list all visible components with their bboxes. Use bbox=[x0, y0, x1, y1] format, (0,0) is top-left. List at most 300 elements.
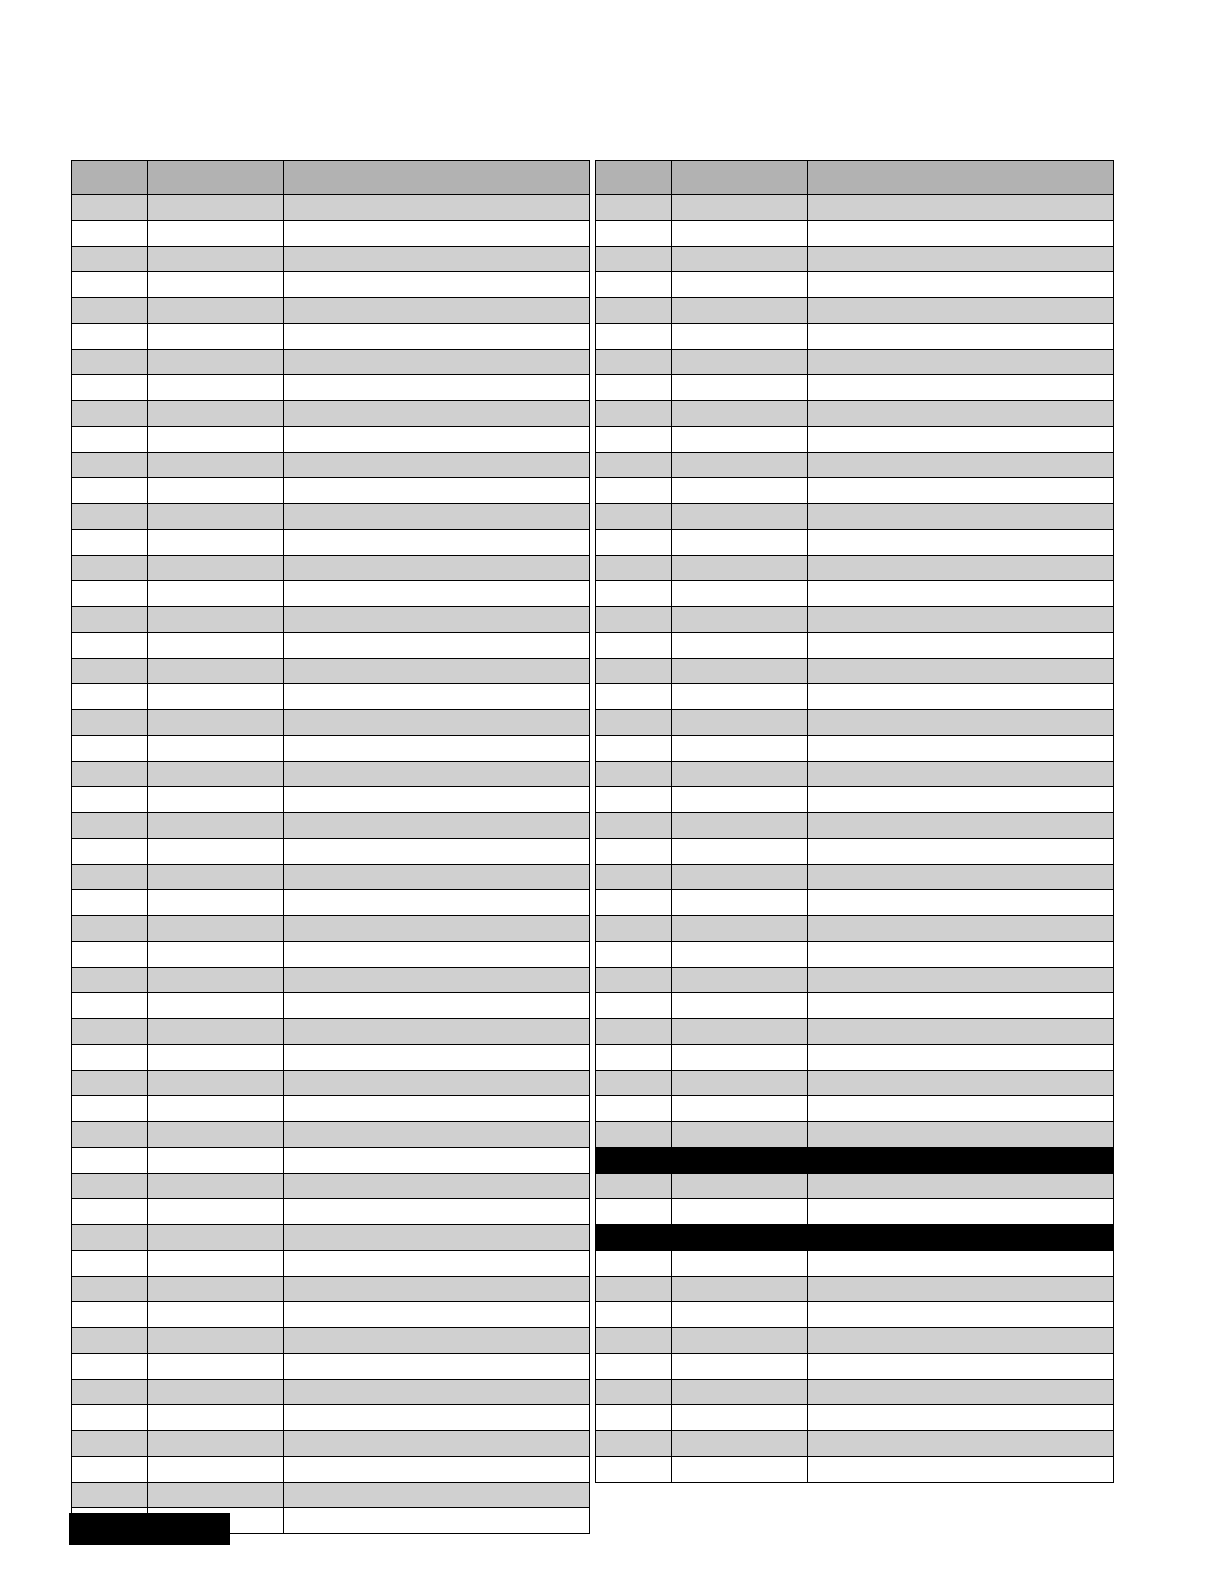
table-cell bbox=[672, 298, 808, 324]
table-row bbox=[72, 967, 590, 993]
table-cell bbox=[672, 1353, 808, 1379]
table-cell bbox=[148, 1225, 284, 1251]
table-cell bbox=[148, 529, 284, 555]
table-row bbox=[72, 220, 590, 246]
table-cell bbox=[672, 1431, 808, 1457]
table-cell bbox=[284, 220, 590, 246]
table-row bbox=[596, 426, 1114, 452]
table-cell bbox=[672, 1173, 808, 1199]
table-row bbox=[596, 504, 1114, 530]
table-cell bbox=[284, 529, 590, 555]
table-cell bbox=[672, 838, 808, 864]
table-cell bbox=[672, 710, 808, 736]
table-cell bbox=[284, 916, 590, 942]
table-row bbox=[596, 220, 1114, 246]
table-cell bbox=[808, 555, 1114, 581]
table-cell bbox=[72, 607, 148, 633]
right-table bbox=[595, 160, 1114, 1483]
table-cell bbox=[72, 581, 148, 607]
table-cell bbox=[808, 298, 1114, 324]
table-cell bbox=[596, 1250, 672, 1276]
table-row bbox=[72, 1070, 590, 1096]
table-row bbox=[596, 1328, 1114, 1354]
header-row bbox=[72, 161, 590, 195]
table-cell bbox=[284, 941, 590, 967]
table-cell bbox=[148, 298, 284, 324]
table-cell bbox=[672, 581, 808, 607]
table-cell bbox=[72, 1302, 148, 1328]
table-row bbox=[596, 401, 1114, 427]
table-cell bbox=[72, 401, 148, 427]
table-cell bbox=[808, 1276, 1114, 1302]
table-row bbox=[596, 452, 1114, 478]
table-cell bbox=[284, 1173, 590, 1199]
table-cell bbox=[672, 1379, 808, 1405]
table-row bbox=[596, 1353, 1114, 1379]
table-row bbox=[72, 838, 590, 864]
table-cell bbox=[596, 1379, 672, 1405]
table-cell bbox=[596, 941, 672, 967]
table-cell bbox=[672, 1019, 808, 1045]
table-cell bbox=[148, 632, 284, 658]
table-row bbox=[596, 1250, 1114, 1276]
table-cell bbox=[808, 401, 1114, 427]
table-cell bbox=[72, 787, 148, 813]
table-cell bbox=[808, 684, 1114, 710]
table-cell bbox=[596, 1276, 672, 1302]
table-row bbox=[72, 1096, 590, 1122]
table-cell bbox=[284, 761, 590, 787]
divider-bar-row bbox=[596, 1225, 1114, 1251]
table-cell bbox=[672, 529, 808, 555]
table-cell bbox=[148, 1379, 284, 1405]
table-cell bbox=[672, 864, 808, 890]
table-cell bbox=[148, 1405, 284, 1431]
table-cell bbox=[284, 452, 590, 478]
table-cell bbox=[808, 864, 1114, 890]
table-row bbox=[596, 529, 1114, 555]
table-row bbox=[72, 1482, 590, 1508]
table-row bbox=[72, 349, 590, 375]
table-cell bbox=[72, 1482, 148, 1508]
table-cell bbox=[72, 1353, 148, 1379]
table-cell bbox=[596, 298, 672, 324]
table-row bbox=[72, 941, 590, 967]
table-cell bbox=[672, 1044, 808, 1070]
table-cell bbox=[596, 504, 672, 530]
table-row bbox=[72, 1225, 590, 1251]
table-cell bbox=[148, 1070, 284, 1096]
table-cell bbox=[148, 710, 284, 736]
table-cell bbox=[808, 1173, 1114, 1199]
table-cell bbox=[72, 478, 148, 504]
table-cell bbox=[284, 298, 590, 324]
table-cell bbox=[672, 607, 808, 633]
table-cell bbox=[72, 761, 148, 787]
table-cell bbox=[72, 426, 148, 452]
table-row bbox=[596, 941, 1114, 967]
table-cell bbox=[808, 1328, 1114, 1354]
table-row bbox=[72, 813, 590, 839]
table-cell bbox=[148, 452, 284, 478]
table-cell bbox=[148, 1276, 284, 1302]
table-cell bbox=[284, 787, 590, 813]
table-cell bbox=[72, 735, 148, 761]
table-cell bbox=[672, 967, 808, 993]
table-row bbox=[596, 298, 1114, 324]
table-row bbox=[596, 1070, 1114, 1096]
table-row bbox=[72, 504, 590, 530]
table-row bbox=[72, 1276, 590, 1302]
table-cell bbox=[148, 1456, 284, 1482]
table-cell bbox=[148, 1147, 284, 1173]
table-cell bbox=[596, 607, 672, 633]
table-cell bbox=[284, 1456, 590, 1482]
table-cell bbox=[596, 272, 672, 298]
table-cell bbox=[596, 1173, 672, 1199]
table-row bbox=[596, 246, 1114, 272]
table-row bbox=[72, 735, 590, 761]
table-row bbox=[72, 529, 590, 555]
table-cell bbox=[596, 529, 672, 555]
table-cell bbox=[284, 1482, 590, 1508]
table-row bbox=[72, 607, 590, 633]
table-cell bbox=[284, 1431, 590, 1457]
table-cell bbox=[808, 1044, 1114, 1070]
table-cell bbox=[596, 246, 672, 272]
table-row bbox=[596, 1122, 1114, 1148]
table-cell bbox=[72, 1250, 148, 1276]
table-row bbox=[72, 710, 590, 736]
table-cell bbox=[284, 710, 590, 736]
table-cell bbox=[72, 813, 148, 839]
table-row bbox=[596, 967, 1114, 993]
table-cell bbox=[284, 349, 590, 375]
table-cell bbox=[72, 941, 148, 967]
table-cell bbox=[148, 401, 284, 427]
table-cell bbox=[148, 478, 284, 504]
table-cell bbox=[72, 195, 148, 221]
table-cell bbox=[808, 581, 1114, 607]
table-cell bbox=[596, 375, 672, 401]
table-cell bbox=[284, 864, 590, 890]
table-cell bbox=[596, 890, 672, 916]
table-cell bbox=[808, 1456, 1114, 1482]
table-cell bbox=[284, 195, 590, 221]
table-cell bbox=[672, 1199, 808, 1225]
table-cell bbox=[808, 1199, 1114, 1225]
table-row bbox=[72, 426, 590, 452]
table-cell bbox=[808, 452, 1114, 478]
table-cell bbox=[284, 1044, 590, 1070]
table-row bbox=[596, 1173, 1114, 1199]
table-cell bbox=[808, 478, 1114, 504]
table-cell bbox=[596, 684, 672, 710]
table-row bbox=[596, 272, 1114, 298]
table-cell bbox=[672, 813, 808, 839]
table-cell bbox=[284, 1250, 590, 1276]
table-cell bbox=[808, 787, 1114, 813]
table-cell bbox=[148, 246, 284, 272]
table-cell bbox=[72, 1379, 148, 1405]
column-header bbox=[148, 161, 284, 195]
table-cell bbox=[808, 1431, 1114, 1457]
table-cell bbox=[672, 1328, 808, 1354]
table-cell bbox=[808, 1070, 1114, 1096]
table-row bbox=[72, 1379, 590, 1405]
table-row bbox=[596, 323, 1114, 349]
table-cell bbox=[148, 195, 284, 221]
table-row bbox=[72, 1456, 590, 1482]
table-cell bbox=[284, 426, 590, 452]
table-cell bbox=[672, 787, 808, 813]
table-cell bbox=[808, 1302, 1114, 1328]
table-row bbox=[72, 1173, 590, 1199]
table-cell bbox=[672, 349, 808, 375]
table-cell bbox=[72, 323, 148, 349]
table-cell bbox=[284, 735, 590, 761]
table-cell bbox=[284, 1147, 590, 1173]
table-cell bbox=[72, 529, 148, 555]
table-cell bbox=[596, 761, 672, 787]
table-cell bbox=[672, 1122, 808, 1148]
table-cell bbox=[672, 1276, 808, 1302]
table-cell bbox=[72, 1225, 148, 1251]
table-cell bbox=[284, 401, 590, 427]
table-row bbox=[596, 1096, 1114, 1122]
table-cell bbox=[672, 1096, 808, 1122]
column-header bbox=[596, 161, 672, 195]
table-cell bbox=[808, 1019, 1114, 1045]
table-cell bbox=[672, 916, 808, 942]
table-cell bbox=[808, 710, 1114, 736]
table-row bbox=[596, 632, 1114, 658]
table-row bbox=[72, 658, 590, 684]
table-cell bbox=[148, 1044, 284, 1070]
table-cell bbox=[72, 710, 148, 736]
table-cell bbox=[596, 1353, 672, 1379]
table-cell bbox=[148, 1096, 284, 1122]
table-cell bbox=[808, 195, 1114, 221]
table-row bbox=[596, 581, 1114, 607]
table-cell bbox=[596, 452, 672, 478]
table-cell bbox=[72, 1147, 148, 1173]
table-cell bbox=[808, 607, 1114, 633]
table-cell bbox=[672, 890, 808, 916]
table-cell bbox=[672, 375, 808, 401]
table-cell bbox=[596, 401, 672, 427]
column-header bbox=[808, 161, 1114, 195]
table-cell bbox=[284, 1353, 590, 1379]
table-row bbox=[596, 1302, 1114, 1328]
table-cell bbox=[672, 401, 808, 427]
table-cell bbox=[596, 864, 672, 890]
table-cell bbox=[148, 323, 284, 349]
table-row bbox=[72, 761, 590, 787]
column-header bbox=[672, 161, 808, 195]
table-cell bbox=[672, 504, 808, 530]
table-cell bbox=[284, 967, 590, 993]
table-cell bbox=[148, 1353, 284, 1379]
table-cell bbox=[808, 426, 1114, 452]
table-cell bbox=[596, 323, 672, 349]
table-cell bbox=[148, 1122, 284, 1148]
table-cell bbox=[148, 787, 284, 813]
table-row bbox=[596, 787, 1114, 813]
table-cell bbox=[808, 813, 1114, 839]
table-row bbox=[72, 555, 590, 581]
table-cell bbox=[808, 890, 1114, 916]
table-cell bbox=[148, 1482, 284, 1508]
table-cell bbox=[72, 220, 148, 246]
table-cell bbox=[672, 941, 808, 967]
table-row bbox=[72, 452, 590, 478]
table-cell bbox=[148, 349, 284, 375]
table-cell bbox=[148, 890, 284, 916]
table-cell bbox=[672, 220, 808, 246]
table-row bbox=[596, 1044, 1114, 1070]
table-cell bbox=[596, 787, 672, 813]
table-cell bbox=[72, 1173, 148, 1199]
table-cell bbox=[808, 1096, 1114, 1122]
table-cell bbox=[596, 1302, 672, 1328]
table-cell bbox=[148, 1019, 284, 1045]
table-cell bbox=[284, 581, 590, 607]
table-cell bbox=[596, 1019, 672, 1045]
table-row bbox=[72, 890, 590, 916]
table-row bbox=[596, 1405, 1114, 1431]
table-cell bbox=[72, 298, 148, 324]
table-cell bbox=[72, 504, 148, 530]
table-cell bbox=[596, 710, 672, 736]
table-cell bbox=[148, 555, 284, 581]
table-cell bbox=[808, 272, 1114, 298]
table-row bbox=[596, 710, 1114, 736]
table-cell bbox=[148, 864, 284, 890]
table-row bbox=[596, 993, 1114, 1019]
table-cell bbox=[672, 658, 808, 684]
table-row bbox=[72, 478, 590, 504]
table-cell bbox=[672, 452, 808, 478]
table-cell bbox=[672, 195, 808, 221]
table-cell bbox=[808, 916, 1114, 942]
table-cell bbox=[596, 813, 672, 839]
table-cell bbox=[72, 684, 148, 710]
table-row bbox=[596, 1276, 1114, 1302]
table-row bbox=[72, 993, 590, 1019]
table-cell bbox=[148, 1173, 284, 1199]
table-cell bbox=[596, 1044, 672, 1070]
table-cell bbox=[284, 1379, 590, 1405]
table-cell bbox=[596, 967, 672, 993]
table-cell bbox=[808, 941, 1114, 967]
table-cell bbox=[148, 1250, 284, 1276]
table-cell bbox=[148, 426, 284, 452]
table-cell bbox=[596, 478, 672, 504]
table-cell bbox=[808, 1379, 1114, 1405]
table-row bbox=[596, 195, 1114, 221]
left-table-header bbox=[72, 161, 590, 195]
table-cell bbox=[808, 993, 1114, 1019]
table-row bbox=[596, 658, 1114, 684]
table-cell bbox=[72, 658, 148, 684]
table-cell bbox=[72, 890, 148, 916]
table-cell bbox=[284, 375, 590, 401]
table-row bbox=[596, 916, 1114, 942]
table-row bbox=[596, 838, 1114, 864]
table-row bbox=[72, 401, 590, 427]
table-cell bbox=[72, 993, 148, 1019]
table-cell bbox=[596, 838, 672, 864]
column-header bbox=[72, 161, 148, 195]
table-cell bbox=[672, 993, 808, 1019]
table-cell bbox=[808, 658, 1114, 684]
table-cell bbox=[672, 1250, 808, 1276]
table-cell bbox=[72, 1070, 148, 1096]
left-table bbox=[71, 160, 590, 1534]
table-cell bbox=[596, 632, 672, 658]
table-cell bbox=[148, 220, 284, 246]
table-cell bbox=[148, 375, 284, 401]
table-row bbox=[72, 684, 590, 710]
right-table-body bbox=[596, 195, 1114, 1483]
table-cell bbox=[148, 1328, 284, 1354]
right-table-header bbox=[596, 161, 1114, 195]
table-cell bbox=[596, 581, 672, 607]
table-cell bbox=[148, 658, 284, 684]
table-cell bbox=[72, 1044, 148, 1070]
table-row bbox=[72, 246, 590, 272]
table-cell bbox=[596, 658, 672, 684]
table-row bbox=[596, 478, 1114, 504]
table-cell bbox=[672, 761, 808, 787]
table-row bbox=[596, 864, 1114, 890]
table-row bbox=[596, 555, 1114, 581]
table-cell bbox=[284, 658, 590, 684]
table-cell bbox=[284, 1199, 590, 1225]
table-cell bbox=[284, 993, 590, 1019]
column-header bbox=[284, 161, 590, 195]
table-cell bbox=[148, 504, 284, 530]
table-cell bbox=[672, 684, 808, 710]
table-cell bbox=[284, 1302, 590, 1328]
table-cell bbox=[148, 993, 284, 1019]
table-cell bbox=[808, 1250, 1114, 1276]
table-row bbox=[596, 761, 1114, 787]
table-cell bbox=[148, 735, 284, 761]
table-cell bbox=[284, 1508, 590, 1534]
table-cell bbox=[148, 916, 284, 942]
footer-black-block bbox=[69, 1513, 230, 1545]
table-cell bbox=[72, 375, 148, 401]
table-cell bbox=[284, 813, 590, 839]
table-row bbox=[72, 1250, 590, 1276]
table-row bbox=[596, 813, 1114, 839]
table-row bbox=[596, 890, 1114, 916]
table-cell bbox=[596, 1147, 1114, 1173]
table-row bbox=[72, 916, 590, 942]
table-cell bbox=[72, 632, 148, 658]
table-cell bbox=[596, 916, 672, 942]
table-cell bbox=[148, 967, 284, 993]
divider-bar-row bbox=[596, 1147, 1114, 1173]
table-cell bbox=[284, 838, 590, 864]
table-cell bbox=[148, 581, 284, 607]
table-cell bbox=[672, 323, 808, 349]
table-cell bbox=[148, 761, 284, 787]
table-cell bbox=[284, 323, 590, 349]
table-cell bbox=[284, 1122, 590, 1148]
